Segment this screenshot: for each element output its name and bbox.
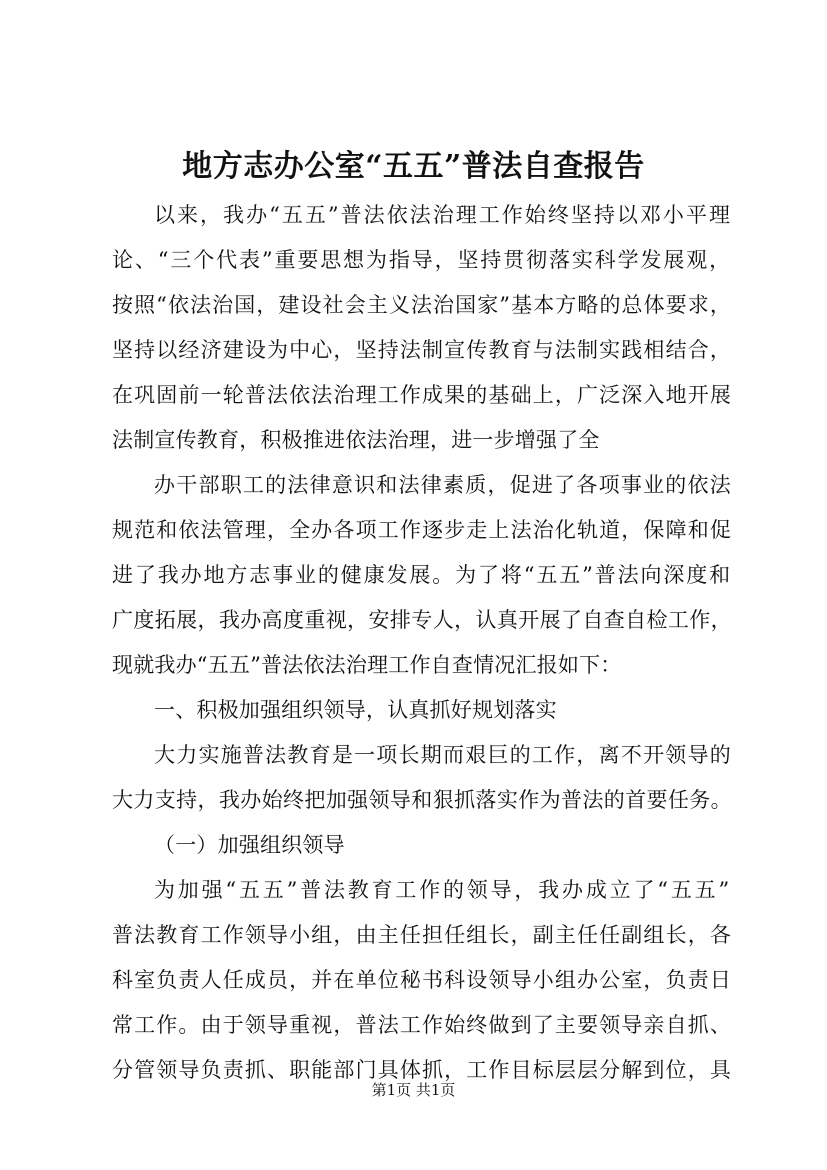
body-line: 坚持以经济建设为中心，坚持法制宣传教育与法制实践相结合， [112,338,732,362]
body-line: 规范和依法管理，全办各项工作逐步走上法治化轨道，保障和促 [112,518,732,542]
body-line: 一、积极加强组织领导，认真抓好规划落实 [154,698,557,722]
page-number-footer: 第1页 共1页 [371,1081,456,1099]
document-body [112,193,732,1093]
body-line: 办干部职工的法律意识和法律素质，促进了各项事业的依法 [154,473,732,497]
body-line: 按照“依法治国，建设社会主义法治国家”基本方略的总体要求， [112,293,732,317]
body-line: 大力支持，我办始终把加强领导和狠抓落实作为普法的首要任务。 [112,788,732,812]
body-line: （一）加强组织领导 [154,833,345,857]
body-line: 法制宣传教育，积极推进依法治理，进一步增强了全 [112,428,600,452]
body-line: 以来，我办“五五”普法依法治理工作始终坚持以邓小平理 [154,203,732,227]
body-line: 进了我办地方志事业的健康发展。为了将“五五”普法向深度和 [112,563,732,587]
body-line: 现就我办“五五”普法依法治理工作自查情况汇报如下： [112,653,622,677]
body-line: 大力实施普法教育是一项长期而艰巨的工作，离不开领导的 [154,743,732,767]
body-line: 论、“三个代表”重要思想为指导，坚持贯彻落实科学发展观， [112,248,732,272]
body-line: 常工作。由于领导重视，普法工作始终做到了主要领导亲自抓、 [112,1013,732,1037]
body-line: 普法教育工作领导小组，由主任担任组长，副主任任副组长，各 [112,923,732,947]
body-line: 在巩固前一轮普法依法治理工作成果的基础上，广泛深入地开展 [112,383,732,407]
body-line: 为加强“五五”普法教育工作的领导，我办成立了“五五” [154,878,732,902]
document-title: 地方志办公室“五五”普法自查报告 [182,149,645,184]
body-line: 广度拓展，我办高度重视，安排专人，认真开展了自查自检工作， [112,608,732,632]
body-line: 科室负责人任成员，并在单位秘书科设领导小组办公室，负责日 [112,968,732,992]
body-line: 分管领导负责抓、职能部门具体抓，工作目标层层分解到位，具 [112,1058,732,1082]
